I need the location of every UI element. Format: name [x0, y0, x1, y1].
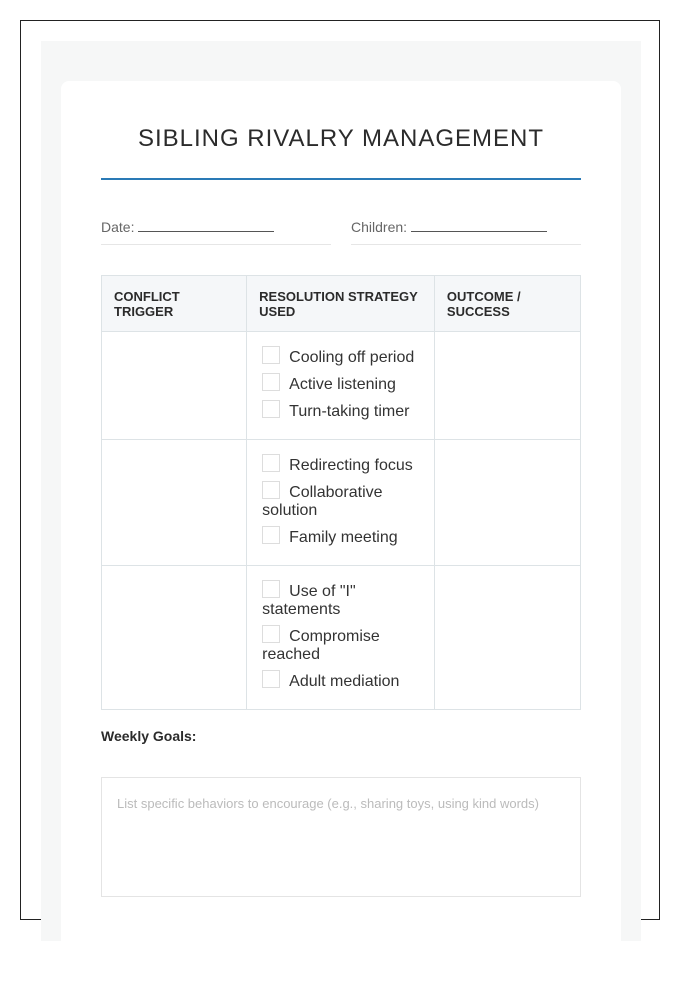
strategy-label: Redirecting focus: [289, 457, 413, 474]
title-divider: [101, 178, 581, 180]
strategy-label: Cooling off period: [289, 349, 415, 366]
table-row: [102, 440, 581, 566]
worksheet-card: [61, 81, 621, 981]
date-label: Date:: [101, 219, 135, 235]
strategy-option[interactable]: [262, 454, 420, 475]
weekly-goals-label: Weekly Goals:: [101, 728, 197, 744]
strategy-cell: [247, 440, 435, 566]
strategy-cell: [247, 332, 435, 440]
children-label: Children:: [351, 219, 408, 235]
checkbox[interactable]: [262, 400, 280, 418]
strategy-label: Family meeting: [289, 529, 398, 546]
checkbox[interactable]: [262, 526, 280, 544]
children-field[interactable]: [351, 218, 581, 245]
page-frame: [20, 20, 660, 920]
strategy-label: Turn-taking timer: [289, 403, 410, 420]
strategy-label: Adult mediation: [289, 673, 400, 690]
strategy-option[interactable]: [262, 670, 420, 691]
table-row: [102, 332, 581, 440]
strategy-label: Active listening: [289, 376, 396, 393]
strategy-option[interactable]: [262, 526, 420, 547]
strategy-option[interactable]: [262, 580, 420, 619]
children-blank-line: [411, 218, 547, 232]
outcome-cell[interactable]: [434, 332, 580, 440]
checkbox[interactable]: [262, 481, 280, 499]
weekly-goals-textarea[interactable]: [101, 777, 581, 897]
strategy-option[interactable]: [262, 373, 420, 394]
strategy-option[interactable]: [262, 346, 420, 367]
table-header-row: [102, 276, 581, 332]
strategy-label: Compromise reached: [262, 628, 380, 663]
header-resolution-strategy: RESOLUTION STRATEGY USED: [247, 276, 435, 332]
header-outcome: OUTCOME / SUCCESS: [434, 276, 580, 332]
outcome-cell[interactable]: [434, 566, 580, 710]
date-blank-line: [138, 218, 274, 232]
checkbox[interactable]: [262, 454, 280, 472]
page-title: SIBLING RIVALRY MANAGEMENT: [137, 125, 545, 152]
strategy-label: Use of "I" statements: [262, 583, 356, 618]
trigger-cell[interactable]: [102, 440, 247, 566]
page-background: [41, 41, 641, 941]
strategy-option[interactable]: [262, 400, 420, 421]
strategy-cell: [247, 566, 435, 710]
trigger-cell[interactable]: [102, 566, 247, 710]
date-field[interactable]: [101, 218, 331, 245]
strategy-label: Collaborative solution: [262, 484, 383, 519]
header-conflict-trigger: CONFLICT TRIGGER: [102, 276, 247, 332]
checkbox[interactable]: [262, 346, 280, 364]
checkbox[interactable]: [262, 670, 280, 688]
strategy-option[interactable]: [262, 481, 420, 520]
checkbox[interactable]: [262, 373, 280, 391]
table-row: [102, 566, 581, 710]
strategy-option[interactable]: [262, 625, 420, 664]
weekly-goals-placeholder: List specific behaviors to encourage (e.g., sharing toys, using kind words): [117, 796, 539, 811]
checkbox[interactable]: [262, 580, 280, 598]
checkbox[interactable]: [262, 625, 280, 643]
outcome-cell[interactable]: [434, 440, 580, 566]
trigger-cell[interactable]: [102, 332, 247, 440]
conflict-tracking-table: [101, 275, 581, 710]
